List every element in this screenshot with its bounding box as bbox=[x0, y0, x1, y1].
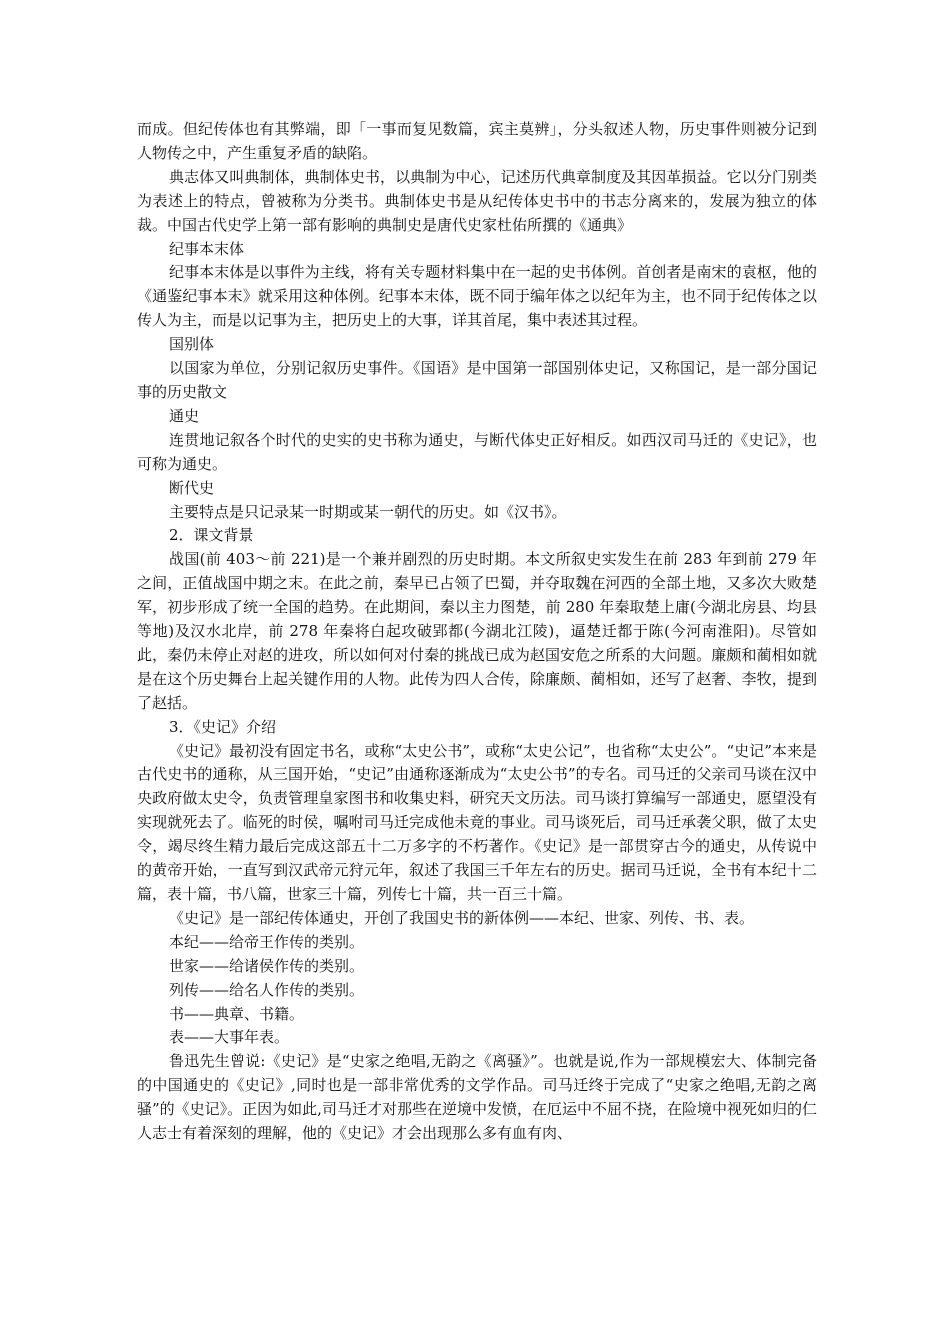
section-heading: 3．《史记》介绍 bbox=[169, 717, 277, 736]
paragraph-14: 《史记》是一部纪传体通史，开创了我国史书的新体例——本纪、世家、列传、书、表。 bbox=[169, 908, 755, 927]
paragraph-3: 纪事本末体是以事件为主线，将有关专题材料集中在一起的史书体例。首创者是南宋的袁枢，他的《通鉴纪事本末》就采用这种体例。纪事本末体，既不同于编年体之以纪年为主，也不同于纪传体之以传人为主，而是以记事为主，把历史上的大事，详其首尾，集中表述其过程。 bbox=[137, 263, 817, 330]
paragraph-0: 而成。但纪传体也有其弊端，即「一事而复见数篇，宾主莫辨」，分头叙述人物，历史事件则被分记到人物传之中，产生重复矛盾的缺陷。 bbox=[137, 120, 817, 162]
paragraph-7: 连贯地记叙各个时代的史实的史书称为通史，与断代体史正好相反。如西汉司马迁的《史记》，也可称为通史。 bbox=[137, 430, 817, 473]
section-heading: 2．课文背景 bbox=[169, 526, 254, 545]
paragraph-1: 典志体又叫典制体，典制体史书，以典制为中心，记述历代典章制度及其因革损益。它以分门别类为表述上的特点，曾被称为分类书。典制体史书是从纪传体史书中的书志分离来的，发展为独立的体裁。中国古代史学上第一部有影响的典制史是唐代史家杜佑所撰的《通典》 bbox=[137, 167, 817, 234]
list-item: 世家——给诸侯作传的类别。 bbox=[169, 956, 365, 975]
list-item: 表——大事年表。 bbox=[169, 1028, 290, 1047]
document-body bbox=[137, 118, 817, 1146]
paragraph-5: 以国家为单位，分别记叙历史事件。《国语》是中国第一部国别体史记，又称国记，是一部分国记事的历史散文 bbox=[137, 359, 817, 401]
section-heading: 纪事本末体 bbox=[169, 239, 245, 258]
list-item: 本纪——给帝王作传的类别。 bbox=[169, 932, 365, 951]
list-item: 列传——给名人作传的类别。 bbox=[169, 980, 365, 999]
paragraph-20: 鲁迅先生曾说:《史记》是“史家之绝唱,无韵之《离骚》”。也就是说,作为一部规模宏大、体制完备的中国通史的《史记》,同时也是一部非常优秀的文学作品。司马迁终于完成了“史家之绝唱,无韵之离骚”的《史记》。正因为如此,司马迁才对那些在逆境中发愤，在厄运中不屈不挠，在险境中视死如归的仁人志士有着深刻的理解，他的《史记》才会出现那么多有血有肉、 bbox=[137, 1052, 817, 1143]
paragraph-11: 战国(前 403～前 221)是一个兼并剧烈的历史时期。本文所叙史实发生在前 283 年到前 279 年之间，正值战国中期之末。在此之前，秦早已占领了巴蜀，并夺取魏在河西的全部土地，又多次大败楚军，初步形成了统一全国的趋势。在此期间，秦以主力图楚，前 280 年秦取楚上庸(今湖北房县、均县等地)及汉水北岸，前 278 年秦将白起攻破郢都(今湖北江陵)，逼楚迁都于陈(今河南淮阳)。尽管如此，秦仍未停止对赵的进攻，所以如何对付秦的挑战已成为赵国安危之所系的大问题。廉颇和蔺相如就是在这个历史舞台上起关键作用的人物。此传为四人合传，除廉颇、蔺相如，还写了赵奢、李牧，提到了赵括。 bbox=[137, 550, 817, 712]
section-heading: 通史 bbox=[169, 406, 200, 425]
paragraph-13: 《史记》最初没有固定书名，或称“太史公书”，或称“太史公记”，也省称“太史公”。“史记”本来是古代史书的通称，从三国开始，“史记”由通称逐渐成为“太史公书”的专名。司马迁的父亲司马谈在汉中央政府做太史令，负责管理皇家图书和收集史料，研究天文历法。司马谈打算编写一部通史，愿望没有实现就死去了。临死的时侯，嘱咐司马迁完成他未竟的事业。司马谈死后，司马迁承袭父职，做了太史令，竭尽终生精力最后完成这部五十二万多字的不朽著作。《史记》是一部贯穿古今的通史，从传说中的黄帝开始，一直写到汉武帝元狩元年，叙述了我国三千年左右的历史。据司马迁说，全书有本纪十二篇，表十篇，书八篇，世家三十篇，列传七十篇，共一百三十篇。 bbox=[137, 741, 817, 903]
section-heading: 国别体 bbox=[169, 335, 215, 354]
section-heading: 断代史 bbox=[169, 478, 215, 497]
paragraph-9: 主要特点是只记录某一时期或某一朝代的历史。如《汉书》。 bbox=[169, 502, 567, 521]
list-item: 书——典章、书籍。 bbox=[169, 1004, 305, 1023]
